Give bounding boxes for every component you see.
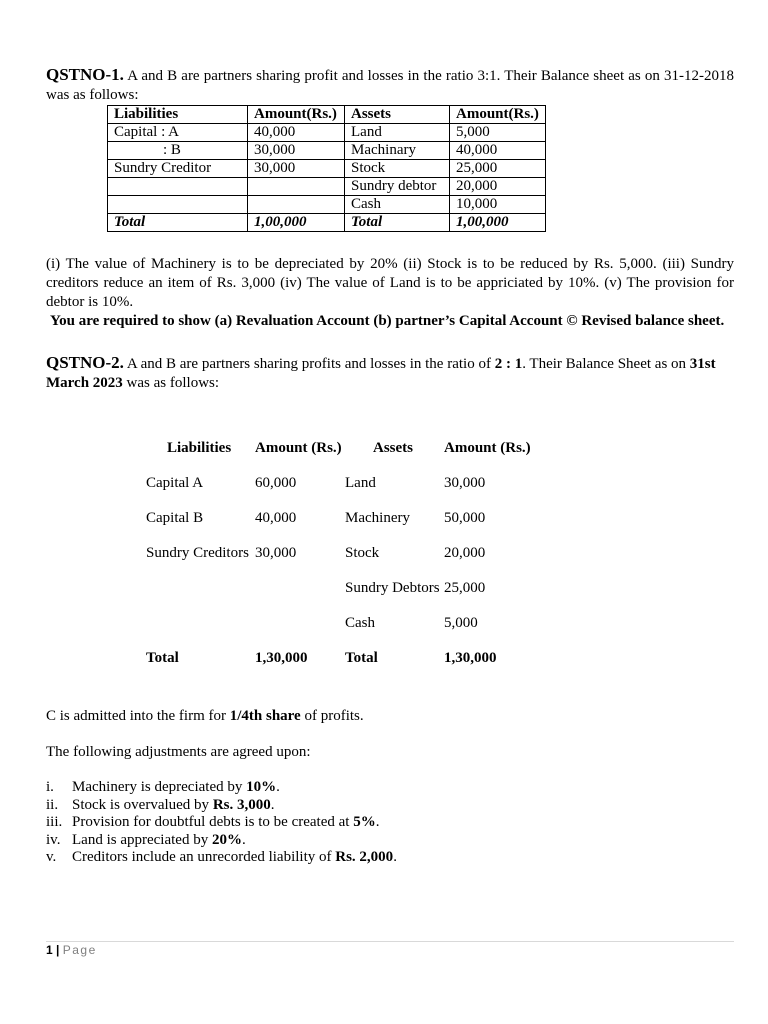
- list-item: v. Creditors include an unrecorded liability of Rs. 2,000.: [46, 849, 397, 865]
- table-header-row: Liabilities Amount (Rs.) Assets Amount (Rs.): [167, 440, 531, 456]
- page-number: 1: [46, 943, 53, 957]
- q1-balance-sheet: [107, 105, 546, 232]
- list-item: ii. Stock is overvalued by Rs. 3,000.: [46, 796, 275, 813]
- q2-label: QSTNO-2.: [46, 353, 124, 372]
- q1-intro: QSTNO-1. A and B are partners sharing profit and losses in the ratio 3:1. Their Balance sheet as on 31-12-2018 was as follows:: [46, 65, 734, 103]
- q2-agreed: The following adjustments are agreed upon:: [46, 744, 311, 760]
- table-row: Sundry Creditor 30,000 Stock 25,000: [108, 160, 546, 178]
- q1-required: You are required to show (a) Revaluation Account (b) partner’s Capital Account © Revised balance sheet.: [50, 313, 725, 329]
- table-header-row: Liabilities Amount(Rs.) Assets Amount(Rs.): [108, 106, 546, 124]
- table-row: Sundry debtor 20,000: [108, 178, 546, 196]
- list-item: i. Machinery is depreciated by 10%.: [46, 779, 280, 795]
- table-row: Cash 10,000: [108, 196, 546, 214]
- table-row: : B 30,000 Machinary 40,000: [108, 142, 546, 160]
- q2-intro: QSTNO-2. A and B are partners sharing profits and losses in the ratio of 2 : 1. Their Balance Sheet as on 31st March 2023 was as follows:: [46, 353, 716, 391]
- page-label: Page: [62, 943, 97, 957]
- q2-admission: C is admitted into the firm for 1/4th share of profits.: [46, 708, 364, 724]
- table-row: Sundry Creditors 30,000 Stock 20,000: [146, 545, 486, 561]
- page-footer: 1 | Page: [46, 941, 734, 957]
- table-total-row: Total 1,00,000 Total 1,00,000: [108, 214, 546, 232]
- q1-label: QSTNO-1.: [46, 65, 124, 84]
- table-row: Cash 5,000: [345, 615, 478, 631]
- q2-balance-sheet: [146, 431, 544, 676]
- table-row: Capital B 40,000 Machinery 50,000: [146, 510, 486, 526]
- document-page: [46, 62, 734, 865]
- table-row: Sundry Debtors 25,000: [345, 580, 486, 596]
- list-item: iii. Provision for doubtful debts is to be created at 5%.: [46, 814, 380, 830]
- table-row: Capital : A 40,000 Land 5,000: [108, 124, 546, 142]
- table-total-row: Total 1,30,000 Total 1,30,000: [146, 650, 497, 666]
- q2-details: [46, 708, 397, 867]
- q1-adjustments: (i) The value of Machinery is to be depreciated by 20% (ii) Stock is to be reduced by Rs. 5,000. (iii) Sundry creditors reduce an item of Rs. 3,000 (iv) The value of Land is to be appriciated by 10%. (v) The provision for debtor is 10%.: [46, 256, 734, 310]
- list-item: iv. Land is appreciated by 20%.: [46, 831, 246, 848]
- table-row: Capital A 60,000 Land 30,000: [146, 475, 486, 491]
